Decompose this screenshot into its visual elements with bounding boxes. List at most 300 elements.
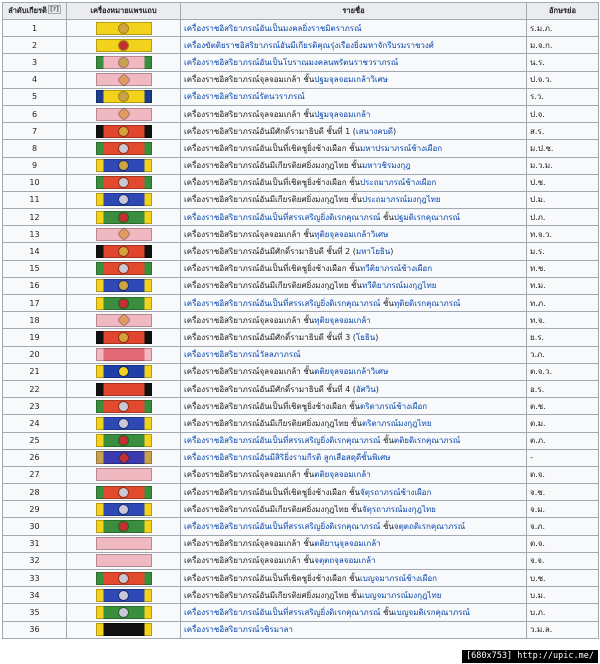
decoration-link[interactable]: เครื่องราชอิสริยาภรณ์รัตนวราภรณ์ xyxy=(184,92,305,102)
row-ribbon-cell xyxy=(67,552,181,569)
decoration-link[interactable]: เครื่องราชอิสริยาภรณ์อันเป็นโบราณมงคลนพรัตนราชวราภรณ์ xyxy=(184,57,399,67)
ribbon-device-icon xyxy=(119,144,128,153)
decoration-link[interactable]: โยธิน xyxy=(355,332,376,342)
row-order: 25 xyxy=(3,432,67,449)
ribbon-bar-image[interactable] xyxy=(96,39,152,52)
ribbon-device-icon xyxy=(119,281,128,290)
ribbon-bar-image[interactable] xyxy=(96,606,152,619)
decoration-link[interactable]: เครื่องราชอิสริยาภรณ์อันเป็นที่สรรเสริญยิ่งดิเรกคุณาภรณ์ xyxy=(184,212,381,222)
table-row xyxy=(3,174,599,191)
table-row xyxy=(3,277,599,294)
ribbon-bar-image[interactable] xyxy=(96,297,152,310)
decoration-link[interactable]: เครื่องราชอิสริยาภรณ์วัลลภาภรณ์ xyxy=(184,350,301,360)
ribbon-bar-image[interactable] xyxy=(96,451,152,464)
row-name xyxy=(181,20,527,37)
name-text: เครื่องราชอิสริยาภรณ์จุลจอมเกล้า ชั้น xyxy=(184,556,315,566)
row-order: 20 xyxy=(3,346,67,363)
name-text: ชั้น xyxy=(380,522,394,532)
row-name xyxy=(181,123,527,140)
ribbon-bar-image[interactable] xyxy=(96,554,152,567)
ribbon-bar-image[interactable] xyxy=(96,193,152,206)
row-ribbon-cell xyxy=(67,37,181,54)
row-ribbon-cell xyxy=(67,54,181,71)
table-row xyxy=(3,587,599,604)
header-ribbon[interactable]: เครื่องหมายแพรแถบ xyxy=(67,3,181,20)
decoration-link[interactable]: ทวีติยาภรณ์มงกุฎไทย xyxy=(361,281,437,291)
decoration-link[interactable]: ทุติยจุลจอมเกล้าวิเศษ xyxy=(314,229,389,239)
name-text: เครื่องราชอิสริยาภรณ์อันเป็นที่เชิดชูยิ่งช้างเผือก ชั้น xyxy=(184,573,361,583)
decoration-link[interactable]: เบญจมดิเรกคุณาภรณ์ xyxy=(393,607,470,617)
row-order: 7 xyxy=(3,123,67,140)
table-row xyxy=(3,552,599,569)
table-row xyxy=(3,312,599,329)
table-row xyxy=(3,466,599,483)
ribbon-device-icon xyxy=(118,108,129,119)
row-ribbon-cell xyxy=(67,157,181,174)
decoration-link[interactable]: เครื่องราชอิสริยาภรณ์อันมีสิริยิ่งรามกีรติ ลูกเสือสดุดีชั้นพิเศษ xyxy=(184,453,391,463)
row-name xyxy=(181,587,527,604)
ribbon-device-icon xyxy=(119,608,128,617)
row-ribbon-cell xyxy=(67,501,181,518)
table-row xyxy=(3,157,599,174)
row-abbreviation: น.ร. xyxy=(527,54,599,71)
row-name xyxy=(181,363,527,380)
row-abbreviation: ต.ช. xyxy=(527,398,599,415)
ribbon-bar-image[interactable] xyxy=(96,176,152,189)
row-order: 3 xyxy=(3,54,67,71)
row-name xyxy=(181,295,527,312)
table-row xyxy=(3,295,599,312)
ribbon-bar-image[interactable] xyxy=(96,262,152,275)
decoration-link[interactable]: เครื่องราชอิสริยาภรณ์อันเป็นที่สรรเสริญยิ่งดิเรกคุณาภรณ์ xyxy=(184,522,381,532)
row-order: 4 xyxy=(3,71,67,88)
table-body xyxy=(3,20,599,639)
name-text: ) xyxy=(390,247,394,257)
name-text: เครื่องราชอิสริยาภรณ์อันเป็นที่เชิดชูยิ่งช้างเผือก ชั้น xyxy=(184,401,361,411)
row-ribbon-cell xyxy=(67,191,181,208)
image-size-tag: [680x753] http://upic.me/ xyxy=(462,650,598,663)
row-abbreviation: จ.ช. xyxy=(527,484,599,501)
table-row xyxy=(3,37,599,54)
row-name xyxy=(181,621,527,638)
row-abbreviation: ว.ม.ล. xyxy=(527,621,599,638)
row-name xyxy=(181,105,527,122)
row-name xyxy=(181,191,527,208)
row-abbreviation: อ.ร. xyxy=(527,380,599,397)
ribbon-bar-image[interactable] xyxy=(96,572,152,585)
row-order: 32 xyxy=(3,552,67,569)
decoration-link[interactable]: ทวีติยาภรณ์ช้างเผือก xyxy=(360,264,433,274)
header-order[interactable] xyxy=(3,3,67,20)
ribbon-bar-image[interactable] xyxy=(96,56,152,69)
ribbon-device-icon xyxy=(119,574,128,583)
name-text: เครื่องราชอิสริยาภรณ์จุลจอมเกล้า ชั้น xyxy=(184,539,315,549)
row-order: 27 xyxy=(3,466,67,483)
ribbon-bar-image[interactable] xyxy=(96,434,152,447)
row-name xyxy=(181,329,527,346)
ribbon-bar-image[interactable] xyxy=(96,400,152,413)
row-ribbon-cell xyxy=(67,243,181,260)
row-order: 35 xyxy=(3,604,67,621)
row-abbreviation: ร.ว. xyxy=(527,88,599,105)
ribbon-device-icon xyxy=(119,195,128,204)
table-row xyxy=(3,105,599,122)
row-abbreviation: ป.จ. xyxy=(527,105,599,122)
name-text: เครื่องราชอิสริยาภรณ์จุลจอมเกล้า ชั้น xyxy=(184,229,315,239)
ribbon-device-icon xyxy=(119,522,128,531)
name-text: เครื่องราชอิสริยาภรณ์จุลจอมเกล้า ชั้น xyxy=(184,470,315,480)
name-text: เครื่องราชอิสริยาภรณ์อันมีศักดิ์รามาธิบดี ชั้นที่ 2 ( xyxy=(184,247,356,257)
decoration-link[interactable]: เบญจมาภรณ์มงกุฎไทย xyxy=(361,590,442,600)
decoration-link[interactable]: ปฐมจุลจอมเกล้า xyxy=(314,109,371,119)
decoration-link[interactable]: ประถมาภรณ์มงกุฎไทย xyxy=(361,195,441,205)
name-text: เครื่องราชอิสริยาภรณ์อันมีศักดิ์รามาธิบดี ชั้นที่ 4 ( xyxy=(184,384,356,394)
row-abbreviation: ท.จ. xyxy=(527,312,599,329)
ribbon-bar-image[interactable] xyxy=(96,159,152,172)
decoration-link[interactable]: ตติยจุลจอมเกล้าวิเศษ xyxy=(314,367,389,377)
row-abbreviation: ป.ภ. xyxy=(527,209,599,226)
ribbon-bar-image[interactable] xyxy=(96,125,152,138)
decoration-link[interactable]: เครื่องขัตติยราชอิสริยาภรณ์อันมีเกียรติคุณรุ่งเรืองยิ่งมหาจักรีบรมราชวงศ์ xyxy=(184,40,434,50)
table-row xyxy=(3,380,599,397)
row-name xyxy=(181,174,527,191)
decoration-link[interactable]: ตริตาภรณ์มงกุฎไทย xyxy=(361,418,432,428)
row-ribbon-cell xyxy=(67,587,181,604)
table-row xyxy=(3,363,599,380)
ribbon-bar-image[interactable] xyxy=(96,468,152,481)
row-order: 5 xyxy=(3,88,67,105)
row-name xyxy=(181,157,527,174)
ribbon-device-icon xyxy=(118,315,129,326)
name-text: ชั้น xyxy=(380,212,394,222)
row-ribbon-cell xyxy=(67,140,181,157)
row-order: 11 xyxy=(3,191,67,208)
row-ribbon-cell xyxy=(67,88,181,105)
decoration-link[interactable]: เสนางคบดี xyxy=(355,126,393,136)
decoration-link[interactable]: ตติยจุลจอมเกล้า xyxy=(314,470,371,480)
name-text: เครื่องราชอิสริยาภรณ์จุลจอมเกล้า ชั้น xyxy=(184,75,315,85)
row-order: 18 xyxy=(3,312,67,329)
name-text: ชั้น xyxy=(380,436,394,446)
name-text: เครื่องราชอิสริยาภรณ์อันมีเกียรติยศยิ่งมงกุฎไทย ชั้น xyxy=(184,590,362,600)
row-name xyxy=(181,346,527,363)
decoration-link[interactable]: เครื่องราชอิสริยาภรณ์อันเป็นมงคลยิ่งราชมิตราภรณ์ xyxy=(184,23,362,33)
name-text: เครื่องราชอิสริยาภรณ์อันเป็นที่เชิดชูยิ่งช้างเผือก ชั้น xyxy=(184,487,361,497)
name-text: ) xyxy=(375,384,379,394)
header-name[interactable]: รายชื่อ xyxy=(181,3,527,20)
ribbon-device-icon xyxy=(119,333,128,342)
ribbon-device-icon xyxy=(119,488,128,497)
name-text: ) xyxy=(375,332,379,342)
row-abbreviation: ท.ม. xyxy=(527,277,599,294)
row-abbreviation: ว.ภ. xyxy=(527,346,599,363)
ribbon-bar-image[interactable] xyxy=(96,348,152,361)
row-abbreviation: ร.ม.ภ. xyxy=(527,20,599,37)
table-row xyxy=(3,518,599,535)
row-abbreviation: ม.ป.ช. xyxy=(527,140,599,157)
ribbon-bar-image[interactable] xyxy=(96,486,152,499)
table-row xyxy=(3,209,599,226)
table-row xyxy=(3,329,599,346)
table-row xyxy=(3,140,599,157)
row-abbreviation: ม.ร. xyxy=(527,243,599,260)
ribbon-device-icon xyxy=(119,178,128,187)
table-row xyxy=(3,570,599,587)
row-abbreviation: ม.จ.ก. xyxy=(527,37,599,54)
ribbon-device-icon xyxy=(119,402,128,411)
row-abbreviation: จ.ภ. xyxy=(527,518,599,535)
table-row xyxy=(3,243,599,260)
name-text: ชั้น xyxy=(380,298,394,308)
ribbon-bar-image[interactable] xyxy=(96,314,152,327)
row-ribbon-cell xyxy=(67,621,181,638)
row-order: 33 xyxy=(3,570,67,587)
decoration-link[interactable]: จัตุรถาภรณ์มงกุฎไทย xyxy=(361,504,436,514)
row-name xyxy=(181,449,527,466)
table-row xyxy=(3,449,599,466)
decoration-link[interactable]: ตติยานุจุลจอมเกล้า xyxy=(314,539,381,549)
ribbon-device-icon xyxy=(118,74,129,85)
decoration-link[interactable]: จัตุรถาภรณ์ช้างเผือก xyxy=(360,487,432,497)
ribbon-device-icon xyxy=(119,92,128,101)
row-order: 36 xyxy=(3,621,67,638)
row-order: 6 xyxy=(3,105,67,122)
decoration-link[interactable]: มหาวชิรมงกุฎ xyxy=(361,161,411,171)
decoration-link[interactable]: จตุตถดิเรกคุณาภรณ์ xyxy=(393,522,466,532)
row-abbreviation: ต.ภ. xyxy=(527,432,599,449)
ribbon-device-icon xyxy=(119,264,128,273)
row-name xyxy=(181,209,527,226)
table-row xyxy=(3,71,599,88)
row-name xyxy=(181,415,527,432)
ribbon-device-icon xyxy=(119,161,128,170)
table-row xyxy=(3,20,599,37)
row-ribbon-cell xyxy=(67,20,181,37)
decoration-link[interactable]: อัศวิน xyxy=(355,384,376,394)
name-text: ) xyxy=(392,126,397,136)
row-order: 22 xyxy=(3,380,67,397)
table-row xyxy=(3,432,599,449)
ribbon-bar-image[interactable] xyxy=(96,537,152,550)
header-abbr[interactable]: อักษรย่อ xyxy=(527,3,599,20)
ribbon-bar-image[interactable] xyxy=(96,365,152,378)
ribbon-bar-image[interactable] xyxy=(96,22,152,35)
row-ribbon-cell xyxy=(67,277,181,294)
ribbon-bar-image[interactable] xyxy=(96,383,152,396)
table-row xyxy=(3,260,599,277)
row-name xyxy=(181,277,527,294)
row-name xyxy=(181,604,527,621)
row-ribbon-cell xyxy=(67,518,181,535)
row-name xyxy=(181,398,527,415)
row-ribbon-cell xyxy=(67,432,181,449)
name-text: เครื่องราชอิสริยาภรณ์จุลจอมเกล้า ชั้น xyxy=(184,109,315,119)
table-header-row xyxy=(3,3,599,20)
row-order: 12 xyxy=(3,209,67,226)
row-ribbon-cell xyxy=(67,123,181,140)
row-name xyxy=(181,312,527,329)
row-ribbon-cell xyxy=(67,570,181,587)
row-order: 30 xyxy=(3,518,67,535)
sort-icon[interactable]: [?] xyxy=(49,6,59,13)
ribbon-bar-image[interactable] xyxy=(96,503,152,516)
row-name xyxy=(181,535,527,552)
row-abbreviation: ท.จ.ว. xyxy=(527,226,599,243)
ribbon-bar-image[interactable] xyxy=(96,623,152,636)
ribbon-bar-image[interactable] xyxy=(96,228,152,241)
row-order: 31 xyxy=(3,535,67,552)
row-abbreviation: จ.จ. xyxy=(527,552,599,569)
ribbon-device-icon xyxy=(118,452,129,463)
row-abbreviation: ป.ช. xyxy=(527,174,599,191)
row-name xyxy=(181,570,527,587)
row-order: 19 xyxy=(3,329,67,346)
ribbon-device-icon xyxy=(118,229,129,240)
decoration-link[interactable]: ทุติยจุลจอมเกล้า xyxy=(314,315,371,325)
row-name xyxy=(181,226,527,243)
row-abbreviation: ท.ช. xyxy=(527,260,599,277)
row-name xyxy=(181,501,527,518)
row-ribbon-cell xyxy=(67,260,181,277)
row-abbreviation: ส.ร. xyxy=(527,123,599,140)
row-order: 17 xyxy=(3,295,67,312)
ribbon-bar-image[interactable] xyxy=(96,211,152,224)
row-ribbon-cell xyxy=(67,484,181,501)
decoration-link[interactable]: ปฐมจุลจอมเกล้าวิเศษ xyxy=(314,75,388,85)
row-name xyxy=(181,466,527,483)
row-abbreviation: ย.ร. xyxy=(527,329,599,346)
ribbon-device-icon xyxy=(119,436,128,445)
ribbon-device-icon xyxy=(119,58,128,67)
ribbon-bar-image[interactable] xyxy=(96,520,152,533)
table-row xyxy=(3,346,599,363)
row-order: 8 xyxy=(3,140,67,157)
row-abbreviation: ต.จ.ว. xyxy=(527,363,599,380)
row-order: 1 xyxy=(3,20,67,37)
header-order-label: ลำดับเกียรติ xyxy=(8,6,47,15)
decoration-link[interactable]: ตติยดิเรกคุณาภรณ์ xyxy=(393,436,461,446)
row-abbreviation: ม.ว.ม. xyxy=(527,157,599,174)
row-abbreviation: ป.จ.ว. xyxy=(527,71,599,88)
ribbon-bar-image[interactable] xyxy=(96,108,152,121)
table-row xyxy=(3,415,599,432)
table-row xyxy=(3,501,599,518)
name-text: เครื่องราชอิสริยาภรณ์จุลจอมเกล้า ชั้น xyxy=(184,315,315,325)
decoration-link[interactable]: มหาโยธิน xyxy=(355,247,391,257)
row-name xyxy=(181,432,527,449)
row-order: 34 xyxy=(3,587,67,604)
row-ribbon-cell xyxy=(67,415,181,432)
decoration-link[interactable]: ตริตาภรณ์ช้างเผือก xyxy=(360,401,428,411)
row-ribbon-cell xyxy=(67,449,181,466)
name-text: เครื่องราชอิสริยาภรณ์อันเป็นที่เชิดชูยิ่งช้างเผือก ชั้น xyxy=(184,143,361,153)
name-text: เครื่องราชอิสริยาภรณ์อันเป็นที่เชิดชูยิ่งช้างเผือก ชั้น xyxy=(184,264,361,274)
ribbon-bar-image[interactable] xyxy=(96,90,152,103)
row-name xyxy=(181,518,527,535)
row-order: 21 xyxy=(3,363,67,380)
row-order: 29 xyxy=(3,501,67,518)
ribbon-bar-image[interactable] xyxy=(96,331,152,344)
decoration-link[interactable]: ประถมาภรณ์ช้างเผือก xyxy=(360,178,437,188)
row-order: 28 xyxy=(3,484,67,501)
decoration-link[interactable]: มหาปรมาภรณ์ช้างเผือก xyxy=(360,143,443,153)
ribbon-device-icon xyxy=(119,591,128,600)
ribbon-device-icon xyxy=(119,247,128,256)
ribbon-bar-image[interactable] xyxy=(96,417,152,430)
row-order: 16 xyxy=(3,277,67,294)
row-abbreviation: ป.ม. xyxy=(527,191,599,208)
decoration-link[interactable]: เครื่องราชอิสริยาภรณ์วชิรมาลา xyxy=(184,625,293,635)
name-text: ชั้น xyxy=(380,607,394,617)
name-text: เครื่องราชอิสริยาภรณ์อันมีเกียรติยศยิ่งมงกุฎไทย ชั้น xyxy=(184,195,362,205)
row-order: 24 xyxy=(3,415,67,432)
row-name xyxy=(181,380,527,397)
row-ribbon-cell xyxy=(67,105,181,122)
row-ribbon-cell xyxy=(67,346,181,363)
table-row xyxy=(3,535,599,552)
table-row xyxy=(3,191,599,208)
decoration-link[interactable]: ทุติยดิเรกคุณาภรณ์ xyxy=(393,298,461,308)
row-ribbon-cell xyxy=(67,604,181,621)
decoration-link[interactable]: จตุตถจุลจอมเกล้า xyxy=(314,556,376,566)
ribbon-bar-image[interactable] xyxy=(96,279,152,292)
row-name xyxy=(181,552,527,569)
ribbon-device-icon xyxy=(119,24,128,33)
row-abbreviation: - xyxy=(527,449,599,466)
decoration-link[interactable]: เครื่องราชอิสริยาภรณ์อันเป็นที่สรรเสริญยิ่งดิเรกคุณาภรณ์ xyxy=(184,607,381,617)
name-text: เครื่องราชอิสริยาภรณ์อันมีเกียรติยศยิ่งมงกุฎไทย ชั้น xyxy=(184,161,362,171)
name-text: เครื่องราชอิสริยาภรณ์อันมีเกียรติยศยิ่งมงกุฎไทย ชั้น xyxy=(184,504,362,514)
row-ribbon-cell xyxy=(67,71,181,88)
ribbon-bar-image[interactable] xyxy=(96,142,152,155)
row-order: 9 xyxy=(3,157,67,174)
name-text: เครื่องราชอิสริยาภรณ์อันเป็นที่เชิดชูยิ่งช้างเผือก ชั้น xyxy=(184,178,361,188)
table-row xyxy=(3,88,599,105)
row-name xyxy=(181,88,527,105)
ribbon-bar-image[interactable] xyxy=(96,245,152,258)
decoration-link[interactable]: ปฐมดิเรกคุณาภรณ์ xyxy=(393,212,460,222)
ribbon-device-icon xyxy=(119,41,128,50)
row-abbreviation: บ.ภ. xyxy=(527,604,599,621)
row-name xyxy=(181,260,527,277)
table-row xyxy=(3,54,599,71)
row-abbreviation: บ.ม. xyxy=(527,587,599,604)
row-ribbon-cell xyxy=(67,174,181,191)
row-abbreviation: ต.ม. xyxy=(527,415,599,432)
row-ribbon-cell xyxy=(67,363,181,380)
row-name xyxy=(181,37,527,54)
row-ribbon-cell xyxy=(67,226,181,243)
table-row xyxy=(3,484,599,501)
decoration-link[interactable]: เครื่องราชอิสริยาภรณ์อันเป็นที่สรรเสริญยิ่งดิเรกคุณาภรณ์ xyxy=(184,436,381,446)
name-text: เครื่องราชอิสริยาภรณ์อันมีเกียรติยศยิ่งมงกุฎไทย ชั้น xyxy=(184,418,362,428)
row-ribbon-cell xyxy=(67,380,181,397)
ribbon-device-icon xyxy=(119,505,128,514)
decoration-link[interactable]: เครื่องราชอิสริยาภรณ์อันเป็นที่สรรเสริญยิ่งดิเรกคุณาภรณ์ xyxy=(184,298,381,308)
row-name xyxy=(181,140,527,157)
ribbon-bar-image[interactable] xyxy=(96,73,152,86)
row-ribbon-cell xyxy=(67,312,181,329)
table-row xyxy=(3,398,599,415)
row-abbreviation: บ.ช. xyxy=(527,570,599,587)
decoration-link[interactable]: เบญจมาภรณ์ช้างเผือก xyxy=(360,573,438,583)
row-name xyxy=(181,54,527,71)
row-abbreviation: ท.ภ. xyxy=(527,295,599,312)
row-abbreviation: ต.จ. xyxy=(527,466,599,483)
name-text: เครื่องราชอิสริยาภรณ์อันมีศักดิ์รามาธิบดี ชั้นที่ 3 ( xyxy=(184,332,356,342)
ribbon-device-icon xyxy=(119,419,128,428)
ribbon-bar-image[interactable] xyxy=(96,589,152,602)
